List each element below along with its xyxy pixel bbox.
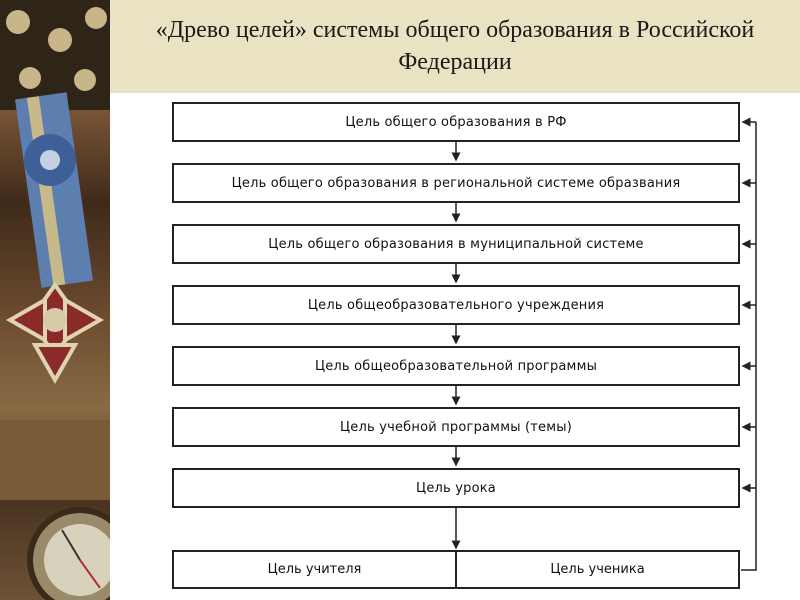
goal-box-program: Цель общеобразовательной программы (172, 346, 740, 386)
goal-box-student: Цель ученика (550, 562, 645, 577)
goal-box-institution: Цель общеобразовательного учреждения (172, 285, 740, 325)
goal-box-federal: Цель общего образования в РФ (172, 102, 740, 142)
goal-box-participants (172, 550, 740, 589)
goal-box-municipal: Цель общего образования в муниципальной системе (172, 224, 740, 264)
goal-box-teacher: Цель учителя (174, 552, 457, 587)
feedback-line (741, 122, 756, 570)
goal-box-lesson: Цель урока (172, 468, 740, 508)
goal-box-curriculum: Цель учебной программы (темы) (172, 407, 740, 447)
slide-title: «Древо целей» системы общего образования в Российской Федерации (155, 17, 755, 75)
goal-box-regional: Цель общего образования в региональной системе образвания (172, 163, 740, 203)
